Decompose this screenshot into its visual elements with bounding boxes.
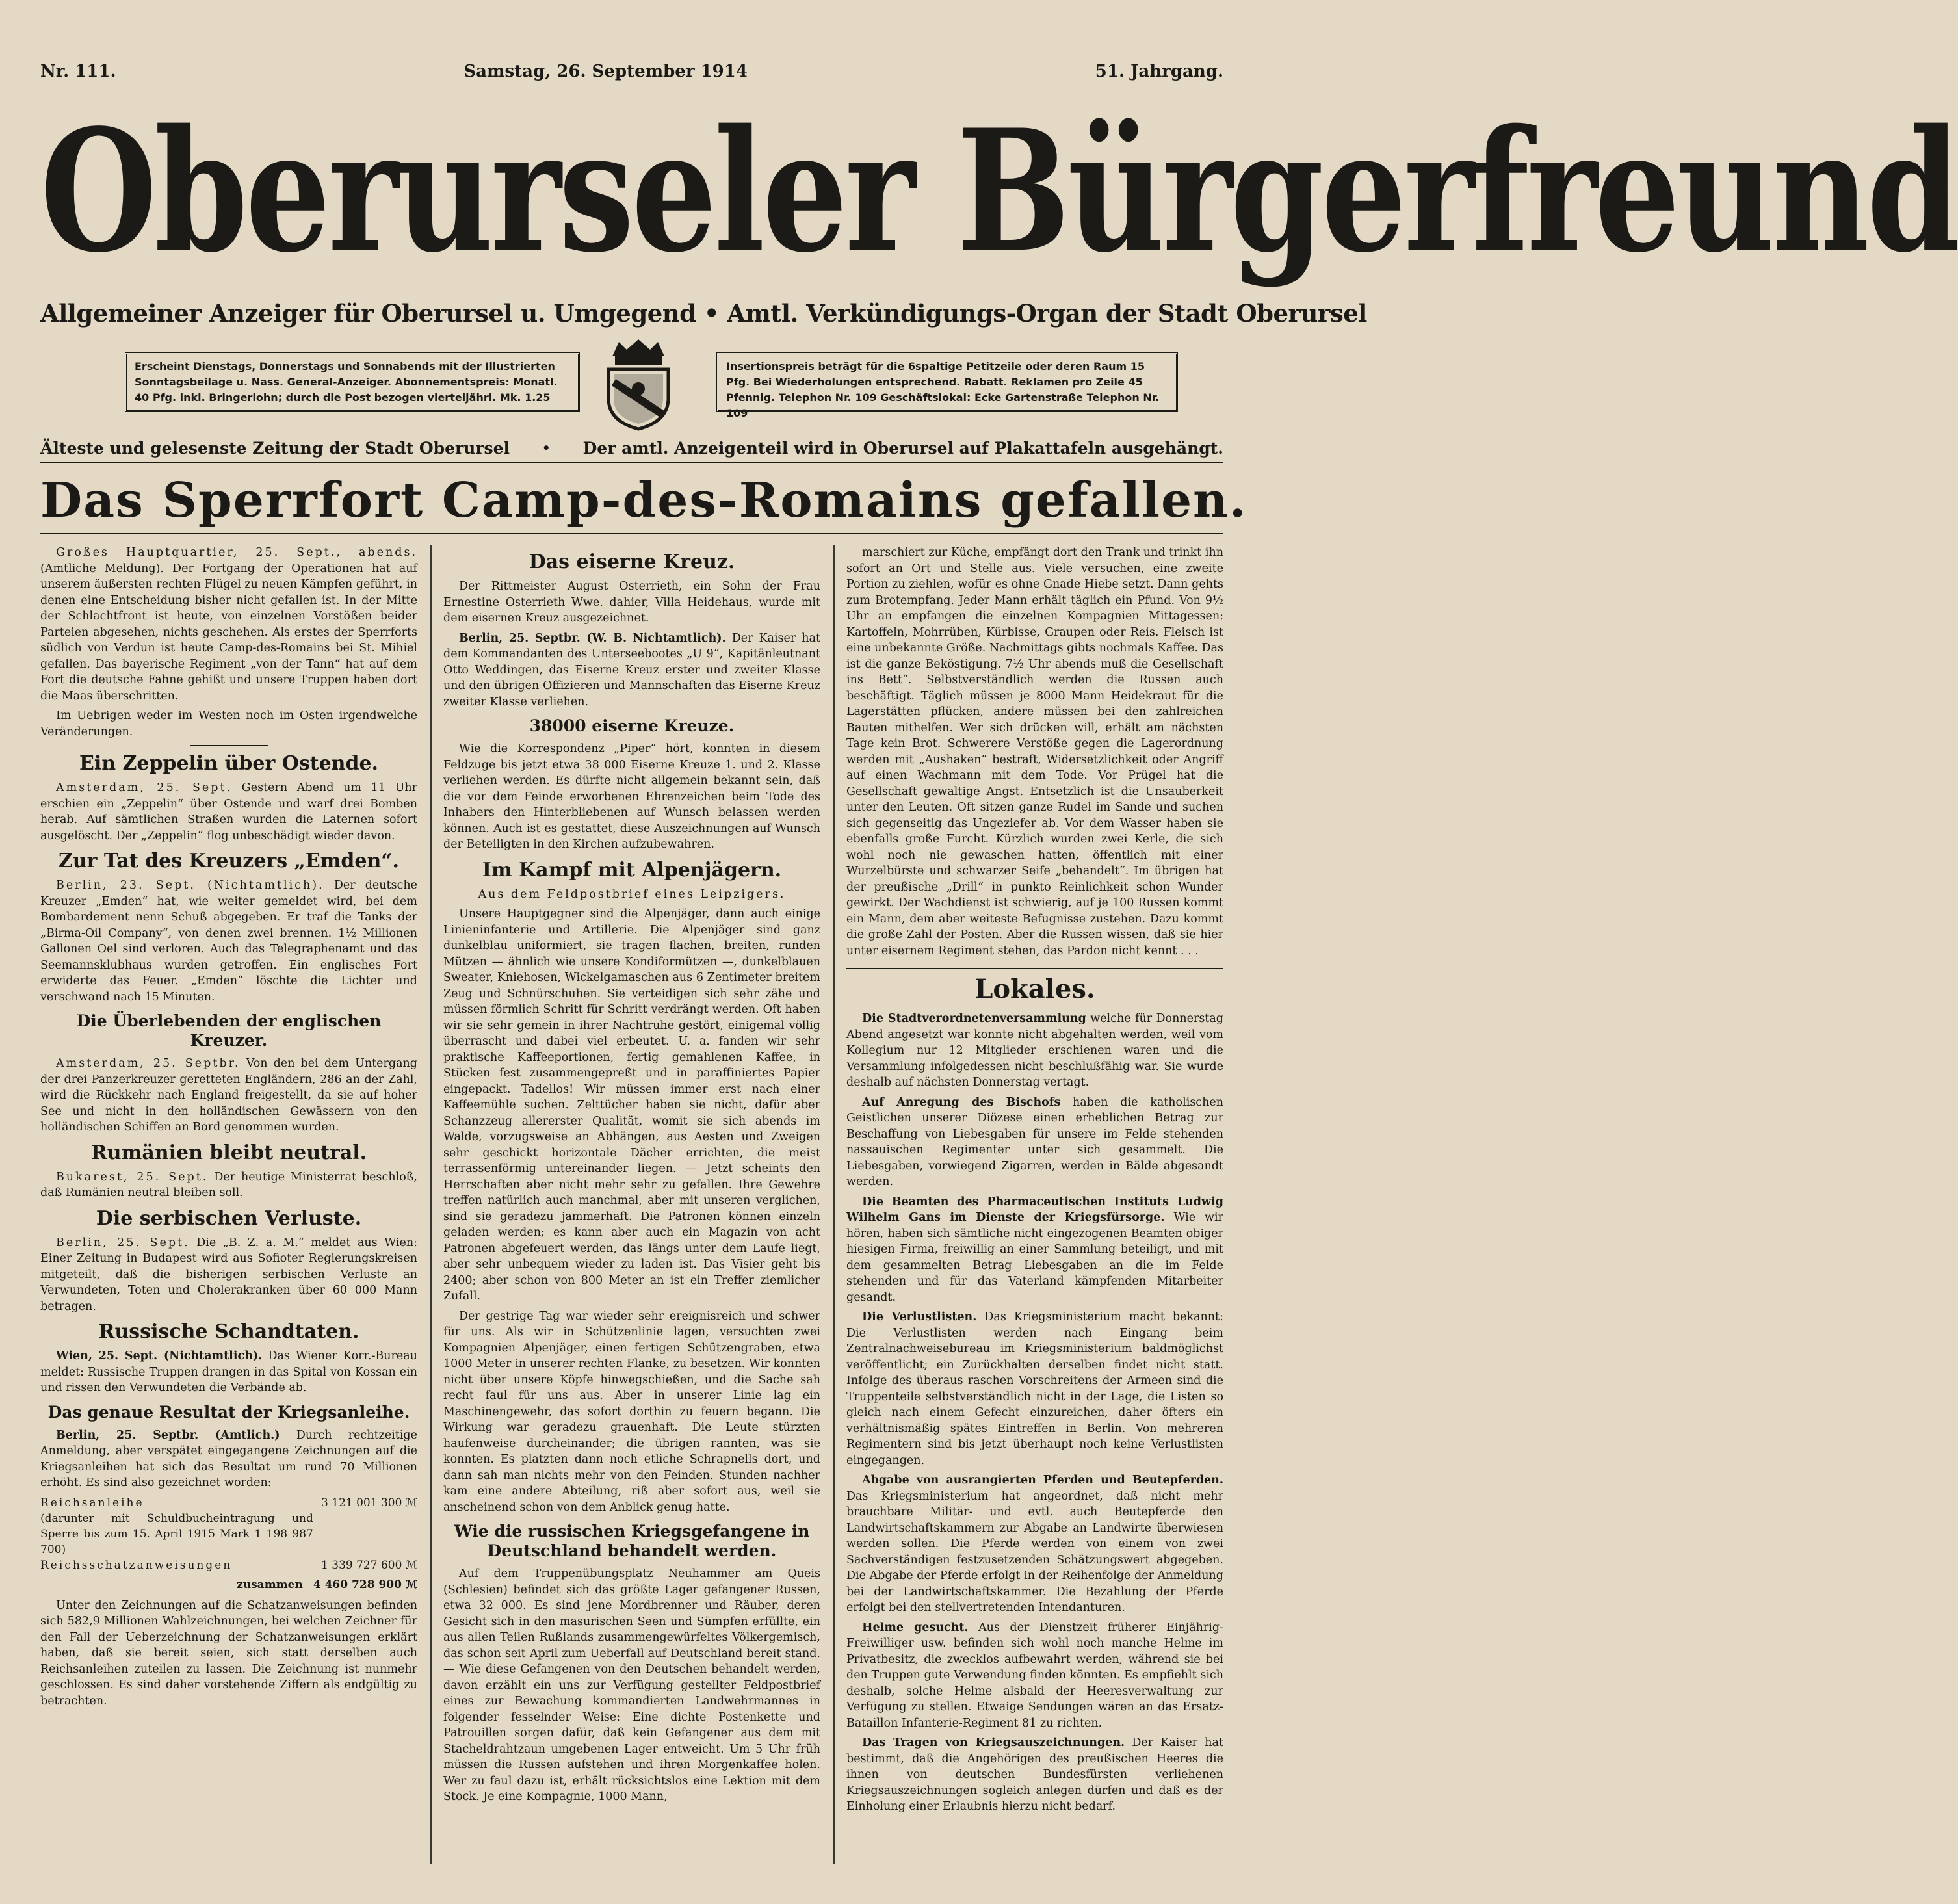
article-heading: Das genaue Resultat der Kriegsanleihe. [47,1402,410,1422]
newspaper-subtitle: Allgemeiner Anzeiger für Oberursel u. Umgegend • Amtl. Verkündigungs-Organ der Stadt Oberursel [40,299,1367,328]
table-row [40,1511,417,1558]
article-text: Der heutige Ministerrat beschloß, daß Rumänien neutral bleiben soll. [40,1170,417,1199]
article-text: Das Wiener Korr.-Bureau meldet: Russische Truppen drangen in das Spital von Kossan ein und rissen den Verwundeten die Verbände ab. [40,1350,417,1394]
tagline-right: Der amtl. Anzeigenteil wird in Oberursel auf Plakattafeln ausgehängt. [582,438,1223,458]
article-text: Unsere Hauptgegner sind die Alpenjäger, dann auch einige Linieninfanterie und Artillerie. Die Alpenjäger sind ganz dunkelblau uniformiert, sie tragen flachen, breiten, runden Mützen — ähnlich wie unsere Kondiformützen —, dunkelblauen Sweater, Kniehosen, Wickelgamaschen aus 6 Zentimeter breitem Zeug und Schnürschuhen. Sie verteidigen sich sehr zähe und müssen förmlich Schritt für Schritt verdrängt werden. Oft haben wir sie sehr gemein in ihrer Nachtruhe gestört, einigemal völlig überrascht und dabei viel erbeutet. U. a. fanden wir sehr praktische Kaffeeportionen, fertig gemahlenen Kaffee, in Stücken fest zusammengepreßt und in paraffiniertes Papier eingepackt. Tadellos! Wir müssen immer erst nach einer Kaffeemühle suchen. Zelttücher haben sie nicht, dafür aber Schanzzeug allererster Qualität, womit sie sich abends im Walde, vorzugsweise an Abhängen, aus Aesten und Zweigen sehr geschickt horizontale Dächer errichten, die meist terrassenförmig untereinander liegen. — Jetzt scheints den Herrschaften aber nicht mehr sehr zu gefallen. Ihre Gewehre treffen natürlich auch manchmal, aber mit unseren verglichen, sind sie geradezu jammerhaft. Die Patronen können einzeln geladen werden; es kann aber auch ein Magazin von acht Patronen abgefeuert werden, das längs unter dem Laufe liegt, aber sehr unbequem wieder zu laden ist. Das Visier geht bis 2400; aber schon von 800 Meter an ist ein Treffer ziemlicher Zufall. [443,907,820,1303]
local-news-text: welche für Donnerstag Abend angesetzt war konnte nicht abgehalten werden, weil vom Kollegium nur 12 Mitglieder erschienen waren und die Versammlung infolgedessen nicht beschlußfähig war. Sie wurde deshalb auf nächsten Donnerstag vertagt. [846,1012,1223,1089]
article-dateline: Aus dem Feldpostbrief eines Leipzigers. [478,887,786,901]
article-heading: Die serbischen Verluste. [96,1206,362,1230]
table-cell: 4 460 728 900 ℳ [313,1578,417,1591]
table-cell: 1 339 727 600 ℳ [321,1558,417,1572]
local-news-lead: Die Stadtverordnetenversammlung [862,1012,1086,1025]
article-heading: 38000 eiserne Kreuze. [529,716,735,735]
tagline-separator: • [542,440,551,456]
article-heading: Rumänien bleibt neutral. [90,1141,367,1164]
newspaper-page [40,59,1958,1872]
article-heading: Wie die russischen Kriegsgefangene in Deutschland behandelt werden. [454,1522,810,1560]
table-cell: zusammen [237,1578,303,1591]
article-paragraph [40,1428,417,1491]
article-dateline: Berlin, 23. Sept. (Nichtamtlich). [56,879,324,892]
article-heading: Das eiserne Kreuz. [529,551,735,573]
article-text: Wie die Korrespondenz „Piper“ hört, konnten in diesem Feldzuge bis jetzt etwa 38 000 Eiserne Kreuze 1. und 2. Klasse verliehen werden. Es dürfte nicht allgemein bekannt sein, daß die vor dem Feinde erworbenen Ehrenzeichen beim Tode des Inhabers den Hinterbliebenen auf Wunsch belassen werden können. Auch ist es gestattet, diese Auszeichnungen auf Wunsch der Beteiligten in den Kirchen aufzubewahren. [443,742,820,851]
article-paragraph [40,1169,417,1201]
local-news-text: Der Kaiser hat bestimmt, daß die Angehörigen des preußischen Heeres die ihnen von deutschen Bundesfürsten verliehenen Kriegsauszeichnungen sogleich anlegen dürfen und daß es der Einholung einer Erlaubnis hierzu nicht bedarf. [846,1736,1223,1813]
local-news-lead: Die Verlustlisten. [862,1311,977,1324]
local-news-item [846,1472,1223,1616]
local-news-text: Wie wir hören, haben sich sämtliche nicht eingezogenen Beamten obiger hiesigen Firma, freiwillig an einer Sammlung beteiligt, und mit dem gesammelten Betrag Liebesgaben an die im Felde stehenden und für das Vaterland kämpfenden Mitarbeiter gesandt. [846,1211,1223,1304]
article-text: Der gestrige Tag war wieder sehr ereignisreich und schwer für uns. Als wir in Schützenlinie lagen, versuchten zwei Kompagnien Alpenjäger, einen fertigen Schützengraben, etwa 1000 Meter in unserer rechten Flanke, zu besetzen. Wir konnten nicht über unsere Köpfe hinwegschießen, und die Sache sah recht faul für uns aus. Aber in unserer Linie lag ein Maschinengewehr, das sofort dorthin zu feuern begann. Die Wirkung war geradezu grauenhaft. Die Leute stürzten haufenweise durcheinander; die übrigen rannten, was sie konnten. Es platzten dann noch etliche Schrapnells dort, und dann sah man nichts mehr von den Feinden. Stunden nachher kam eine andere Abteilung, riß aber sofort aus, weil sie anscheinend schon von dem Anblick genug hatte. [443,1309,820,1514]
article-text: Von den bei dem Untergang der drei Panzerkreuzer geretteten Engländern, 286 an der Zahl, wird die Rückkehr nach England freigestellt, da sie auf hoher See und nicht in den holländischen Gewässern von den holländischen Schiffen an Bord genommen wurden. [40,1057,417,1134]
article-dateline: Berlin, 25. Sept. [56,1236,190,1249]
article-dateline: Berlin, 25. Septbr. (W. B. Nichtamtlich). [459,631,726,645]
local-news-item [846,1620,1223,1732]
local-news-item [846,1194,1223,1306]
column-2 [443,545,820,1871]
local-news-text: Das Kriegsministerium macht bekannt: Die Verlustlisten werden nach Eingang beim Zentralnachweisebureau im Kriegsministerium baldmöglichst veröffentlicht; ein Zurückhalten derselben findet nicht statt. Infolge des überaus raschen Vorschreitens der Armeen sind die Truppenteile selbstverständlich nicht in der Lage, die Listen so gleich nach einem Gefecht einzureichen, daher öfters ein verhältnismäßig spätes Eintreffen in Berlin. Von mehreren Regimentern sind bis jetzt überhaupt noch keine Verlustlisten eingegangen. [846,1311,1223,1467]
article-text: Im Uebrigen weder im Westen noch im Osten irgendwelche Veränderungen. [40,709,417,738]
local-news-item [846,1011,1223,1091]
local-news-lead: Abgabe von ausrangierten Pferden und Beutepferden. [862,1474,1223,1487]
article-paragraph [40,545,417,704]
article-text: Durch rechtzeitige Anmeldung, aber verspätet eingegangene Zeichnungen auf die Kriegsanleihen hat sich das Resultat um rund 70 Millionen erhöht. Es sind also gezeichnet worden: [40,1428,417,1489]
article-text: Unter den Zeichnungen auf die Schatzanweisungen befinden sich 582,9 Millionen Wahlzeichnungen, bei welchen Zeichner für den Fall der Ueberzeichnung der Schatzanweisungen erklärt haben, daß sie bereit seien, sich statt derselben auch Reichsanleihen zuteilen zu lassen. Die Zeichnung ist nunmehr geschlossen. Es sind daher vorstehende Ziffern als endgültig zu betrachten. [40,1598,417,1708]
subscription-info-box: Erscheint Dienstags, Donnerstags und Sonnabends mit der Illustrierten Sonntagsbeilage u. Nass. General-Anzeiger. Abonnementspreis: Monatl. 40 Pfg. inkl. Bringerlohn; durch die Post bezogen vierteljährl. Mk. 1.25 [125,352,580,412]
table-row [40,1495,417,1511]
table-row [40,1558,417,1573]
local-news-lead: Auf Anregung des Bischofs [862,1095,1061,1109]
column-3 [846,545,1223,1871]
article-heading: Die Überlebenden der englischen Kreuzer. [76,1011,382,1050]
newspaper-title: Oberurseler Bürgerfreund [40,93,1958,290]
local-news-item [846,1735,1223,1815]
column-rule [833,545,835,1864]
article-heading: Zur Tat des Kreuzers „Emden“. [58,850,400,872]
local-news-item [846,1095,1223,1190]
article-text: Der deutsche Kreuzer „Emden“ hat, wie weiter gemeldet wird, bei dem Bombardement nenn Schuß abgegeben. Er traf die Tanks der „Birma-Oil Company“, von denen zwei brennen. 1½ Millionen Gallonen Oel sind verloren. Auch das Telegraphenamt und das Seemannsklubhaus wurden getroffen. Ein englisches Fort erwiderte das Feuer. „Emden“ löschte die Lichter und verschwand nach 15 Minuten. [40,879,417,1004]
article-dateline: Amsterdam, 25. Septbr. [56,1057,241,1070]
section-heading-lokales: Lokales. [846,968,1223,1004]
masthead-tagline [40,434,1223,463]
article-dateline: Wien, 25. Sept. (Nichtamtlich). [56,1350,263,1363]
volume-number: 51. Jahrgang. [1095,62,1223,81]
column-rule [430,545,432,1864]
loan-results-table [40,1495,417,1593]
article-dateline: Amsterdam, 25. Sept. [56,781,233,794]
table-cell [313,1511,417,1558]
main-headline: Das Sperrfort Camp-des-Romains gefallen. [40,468,1223,534]
article-text: (Amtliche Meldung). Der Fortgang der Operationen hat auf unserem äußersten rechten Flügel zu neuen Kämpfen geführt, in denen eine Entscheidung bisher nicht gefallen ist. In der Mitte der Schlachtfront ist heute, von einzelnen Vorstößen beider Parteien abgesehen, nichts geschehen. Als erstes der Sperrforts südlich von Verdun ist heute Camp-des-Romains bei St. Mihiel gefallen. Das bayerische Regiment „von der Tann“ hat auf dem Fort die deutsche Fahne gehißt und unsere Truppen haben dort die Maas überschritten. [40,562,417,703]
table-cell: Reichsschatzanweisungen [40,1558,233,1572]
article-text: Der Kaiser hat dem Kommandanten des Unterseebootes „U 9“, Kapitänleutnant Otto Weddingen, das Eiserne Kreuz erster und zweiter Klasse und den übrigen Offizieren und Mannschaften das Eiserne Kreuz zweiter Klasse verliehen. [443,631,821,709]
article-dateline: Großes Hauptquartier, 25. Sept., abends. [56,546,417,559]
table-cell: (darunter mit Schuldbucheintragung und Sperre bis zum 15. April 1915 Mark 1 198 987 700) [40,1511,313,1556]
article-heading: Im Kampf mit Alpenjägern. [482,858,782,881]
article-text: Auf dem Truppenübungsplatz Neuhammer am Queis (Schlesien) befindet sich das größte Lager gefangener Russen, etwa 32 000. Es sind jene Mordbrenner und Räuber, deren Gesicht sich in den masurischen Seen und Sümpfen erfüllte, ein aus allen Teilen Rußlands zusammengewürfeltes Völkergemisch, das schon seit April zum Ueberfall auf Deutschland bereit stand. — Wie diese Gefangenen von den Deutschen behandelt werden, davon erzählt ein uns zur Verfügung gestellter Feldpostbrief eines zur Bewachung kommandierten Landwehrmannes in folgender fesselnder Weise: Eine dichte Postenkette und Patrouillen sorgen dafür, daß kein Gefangener aus dem mit Stacheldrahtzaun umgebenen Lager entweicht. Um 5 Uhr früh müssen die Russen aufstehen und ihren Morgenkaffee holen. Wer zu faul dazu ist, erhält rücksichtslos eine Lektion mit dem Stock. Je eine Kompagnie, 1000 Mann, [443,1567,820,1803]
column-1 [40,545,417,1871]
local-news-text: haben die katholischen Geistlichen unserer Diözese einen erheblichen Betrag zur Beschaffung von Liebesgaben für unsere im Felde stehenden nassauischen Regimenter unter sich gesammelt. Die Liebesgaben, vorwiegend Zigarren, werden in Bälde abgesandt werden. [846,1095,1223,1188]
article-dateline: Berlin, 25. Septbr. (Amtlich.) [56,1428,280,1442]
local-news-item [846,1309,1223,1468]
article-text: marschiert zur Küche, empfängt dort den Trank und trinkt ihn sofort an Ort und Stelle aus. Viele versuchen, eine zweite Portion zu ziehlen, wofür es ohne Gnade Hiebe setzt. Dann gehts zum Brotempfang. Jeder Mann erhält täglich ein Pfund. Von 9½ Uhr an empfangen die einzelnen Kompagnien Mittagessen: Kartoffeln, Mohrrüben, Kürbisse, Graupen oder Reis. Fleisch ist eine unbekannte Größe. Nachmittags gibts nochmals Kaffee. Das ist die ganze Beköstigung. 7½ Uhr abends muß die Gesellschaft ins Bett“. Selbstverständlich werden die Russen auch beschäftigt. Täglich müssen je 8000 Mann Heidekraut für die Lagerstätten pflücken, andere müssen bei den zahlreichen Bauten mithelfen. Wer sich drücken will, erhält am nächsten Tage kein Brot. Schwerere Verstöße gegen die Lagerordnung werden mit „Aushaken“ bestraft, Widersetzlichkeit oder Angriff auf einen Wachmann mit dem Tode. Vor Prügel hat die Gesellschaft gewaltige Angst. Entsetzlich ist die Unsauberkeit unter den Leuten. Oft sitzen ganze Rudel im Sande und suchen sich gegenseitig das Ungeziefer ab. Vor dem Wasser haben sie ebenfalls große Furcht. Kürzlich wurden zwei Kerle, die sich wohl noch nie gewaschen hatten, öffentlich mit einer Wurzelbürste und schwarzer Seife „behandelt“. Im übrigen hat der preußische „Drill“ in punkto Reinlichkeit schon Wunder gewirkt. Der Wachdienst ist schwierig, auf je 100 Russen kommt ein Mann, dem aber weiteste Befugnisse zustehen. Dazu kommt die große Zahl der Posten. Aber die Russen wissen, daß sie hier unter eisernem Regiment stehen, das Pardon nicht kennt . . . [846,546,1223,958]
article-dateline: Bukarest, 25. Sept. [56,1170,209,1184]
coat-of-arms-icon [599,337,677,432]
local-news-lead: Die Beamten des Pharmaceutischen Instituts Ludwig Wilhelm Gans im Dienste der Kriegsfürsorge. [846,1195,1223,1224]
article-paragraph [40,1235,417,1315]
table-total-row [40,1573,417,1593]
local-news-lead: Das Tragen von Kriegsauszeichnungen. [862,1736,1125,1749]
table-cell: 3 121 001 300 ℳ [321,1496,417,1509]
article-text: Gestern Abend um 11 Uhr erschien ein „Zeppelin“ über Ostende und warf drei Bomben herab. Auf sämtlichen Straßen wurden die Laternen sofort ausgelöscht. Der „Zeppelin“ flog unbeschädigt wieder davon. [40,781,418,842]
tagline-left: Älteste und gelesenste Zeitung der Stadt Oberursel [40,438,510,458]
issue-number: Nr. 111. [40,62,116,81]
issue-date: Samstag, 26. September 1914 [463,62,748,81]
article-paragraph [40,1056,417,1136]
article-text: Die „B. Z. a. M.“ meldet aus Wien: Einer Zeitung in Budapest wird aus Sofioter Regierungskreisen mitgeteilt, daß die bisherigen serbischen Verluste an Verwundeten, Toten und Cholerakranken über 60 000 Mann betragen. [40,1236,417,1313]
local-news-text: Aus der Dienstzeit früherer Einjährig-Freiwilliger usw. befinden sich wohl noch manche Helme im Privatbesitz, die zwecklos aufbewahrt werden, während sie bei den Truppen gute Verwendung finden könnten. Es empfiehlt sich deshalb, solche Helme alsbald der Heeresverwaltung zur Verfügung zu stellen. Etwaige Sendungen wären an das Ersatz-Bataillon Infanterie-Regiment 81 zu richten. [846,1621,1224,1730]
section-divider [190,745,268,746]
local-news-text: Das Kriegsministerium hat angeordnet, daß nicht mehr brauchbare Militär- und evtl. auch Beutepferde den Landwirtschaftskammern zur Abgabe an Landwirte überwiesen werden sollen. Die Pferde werden von einem von zwei Sachverständigen festzusetzenden Schätzungswert abgegeben. Die Abgabe der Pferde erfolgt in der Reihenfolge der Anmeldung bei der Landwirtschaftskammer. Die Bezahlung der Pferde erfolgt bei den stellvertretenden Intendanturen. [846,1489,1223,1614]
local-news-lead: Helme gesucht. [862,1621,969,1634]
masthead-topline [40,59,1223,85]
article-heading: Ein Zeppelin über Ostende. [79,752,378,775]
article-paragraph [40,780,417,844]
article-paragraph [40,1348,417,1396]
article-heading: Russische Schandtaten. [98,1320,359,1343]
table-cell: Reichsanleihe [40,1496,144,1509]
article-paragraph [443,631,820,711]
article-text: Der Rittmeister August Osterrieth, ein Sohn der Frau Ernestine Osterrieth Wwe. dahier, Villa Heidehaus, wurde mit dem eisernen Kreuz ausgezeichnet. [443,580,820,625]
article-paragraph [40,878,417,1005]
advertising-info-box: Insertionspreis beträgt für die 6spaltige Petitzeile oder deren Raum 15 Pfg. Bei Wiederholungen entsprechend. Rabatt. Reklamen pro Zeile 45 Pfennig. Telephon Nr. 109 Geschäftslokal: Ecke Gartenstraße Telephon Nr. 109 [716,352,1178,412]
